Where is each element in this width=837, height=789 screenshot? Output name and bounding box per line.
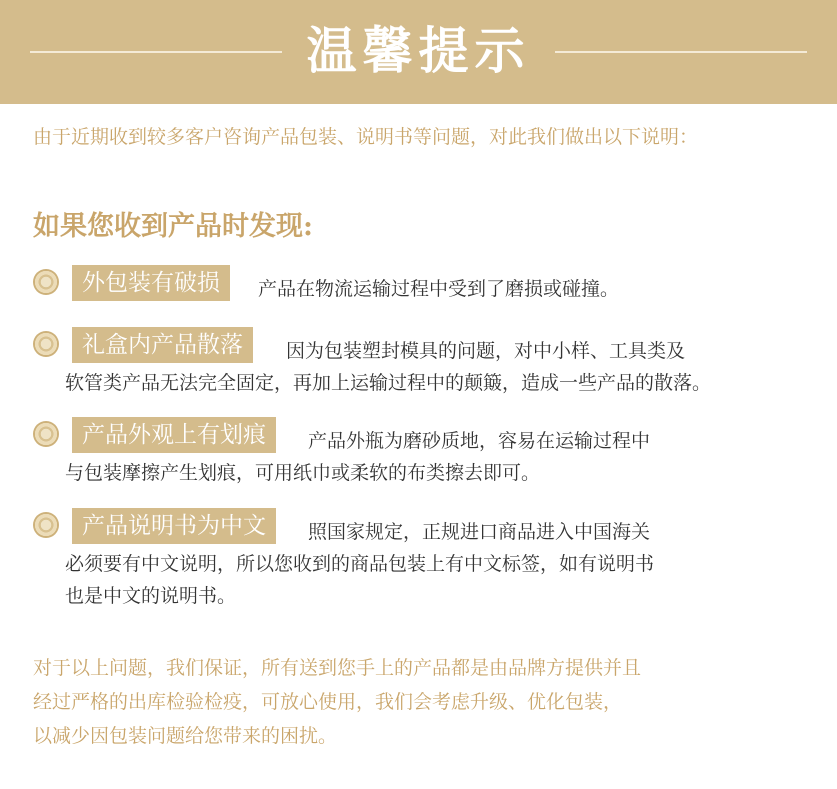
- medal-icon: [33, 331, 59, 357]
- closing-line: 以减少因包装问题给您带来的困扰。: [33, 725, 338, 747]
- notice-description-line: 因为包装塑封模具的问题，对中小样、工具类及: [286, 340, 686, 362]
- notice-tag: 外包装有破损: [72, 265, 230, 301]
- notice-tag: 产品外观上有划痕: [72, 417, 276, 453]
- notice-tag: 礼盒内产品散落: [72, 327, 253, 363]
- notice-description-line: 软管类产品无法完全固定，再加上运输过程中的颠簸，造成一些产品的散落。: [65, 372, 712, 394]
- closing-line: 经过严格的出库检验检疫，可放心使用，我们会考虑升级、优化包装，: [33, 691, 623, 713]
- notice-description-line: 照国家规定，正规进口商品进入中国海关: [308, 521, 651, 543]
- medal-icon: [33, 421, 59, 447]
- medal-icon: [33, 269, 59, 295]
- closing-line: 对于以上问题，我们保证，所有送到您手上的产品都是由品牌方提供并且: [33, 657, 642, 679]
- notice-description-line: 产品在物流运输过程中受到了磨损或碰撞。: [258, 278, 620, 300]
- notice-description-line: 产品外瓶为磨砂质地，容易在运输过程中: [308, 430, 651, 452]
- notice-description-line: 与包装摩擦产生划痕，可用纸巾或柔软的布类擦去即可。: [65, 462, 541, 484]
- notice-description-line: 也是中文的说明书。: [65, 585, 237, 607]
- header-divider-right: [555, 51, 807, 53]
- closing-text: [33, 651, 823, 753]
- header-banner: [0, 0, 837, 104]
- notice-description-line: 必须要有中文说明，所以您收到的商品包装上有中文标签，如有说明书: [65, 553, 655, 575]
- page-title: 温馨提示: [306, 21, 531, 80]
- medal-icon: [33, 512, 59, 538]
- intro-text: 由于近期收到较多客户咨询产品包装、说明书等问题，对此我们做出以下说明：: [33, 126, 699, 148]
- notice-tag: 产品说明书为中文: [72, 508, 276, 544]
- section-heading: 如果您收到产品时发现:: [33, 211, 313, 242]
